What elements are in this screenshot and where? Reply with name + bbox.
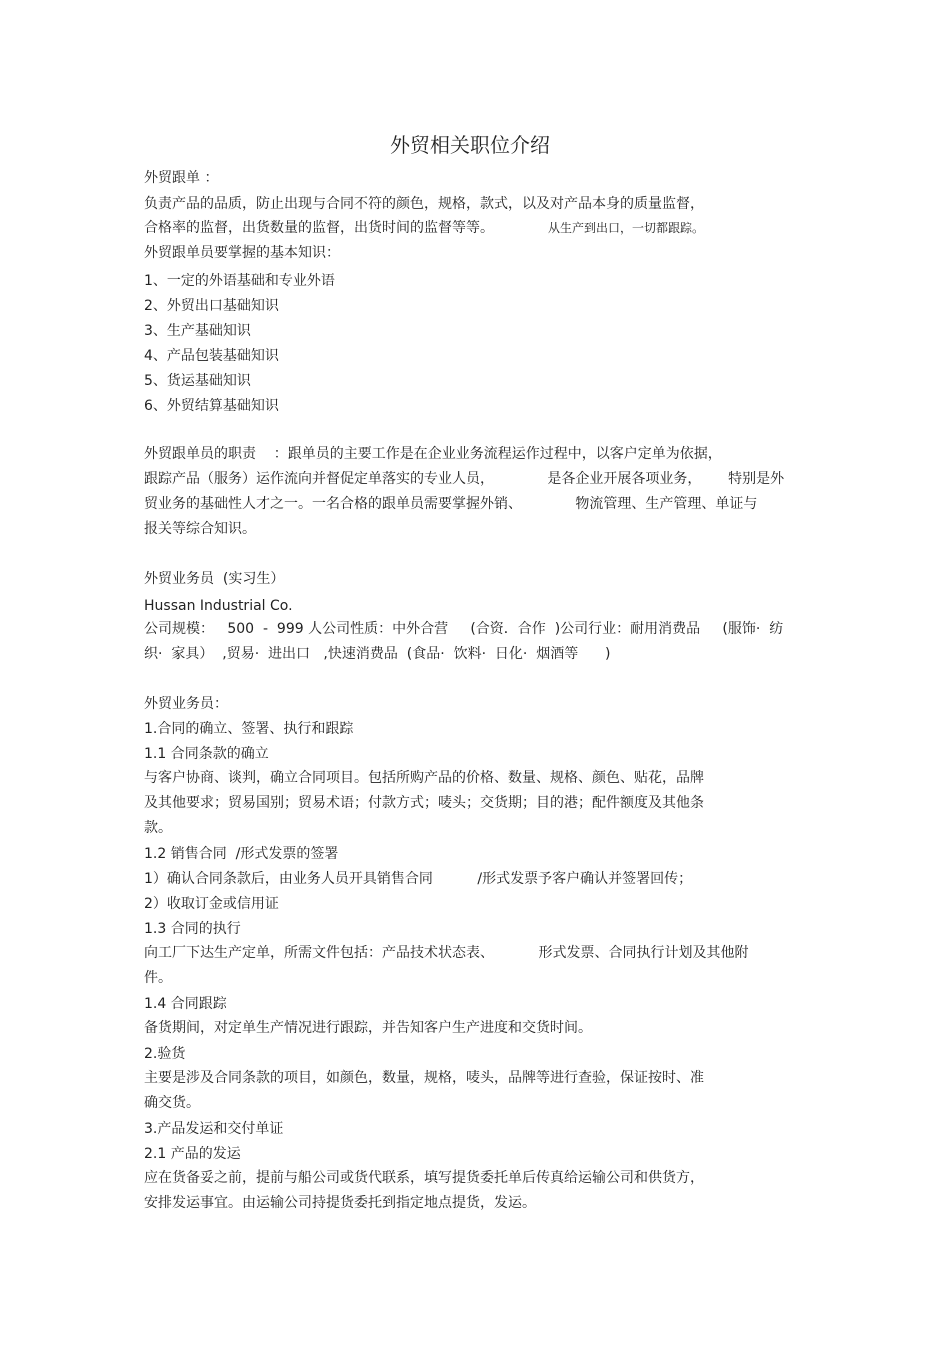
paragraph-line: 2）收取订金或信用证: [144, 896, 279, 912]
knowledge-heading: 外贸跟单员要掌握的基本知识：: [144, 245, 340, 261]
list-item: 5、货运基础知识: [144, 373, 251, 389]
company-info-line: 织· 家具） ,贸易· 进出口 ,快速消费品 (食品· 饮料· 日化· 烟酒等 ): [144, 646, 611, 662]
paragraph-line: 1）确认合同条款后，由业务人员开具销售合同 /形式发票予客户确认并签署回传；: [144, 871, 693, 887]
section-heading: 1.合同的确立、签署、执行和跟踪: [144, 721, 354, 737]
paragraph-line: 向工厂下达生产定单，所需文件包括：产品技术状态表、 形式发票、合同执行计划及其他附: [144, 945, 749, 961]
paragraph-line: 报关等综合知识。: [144, 521, 256, 537]
job-heading: 外贸业务员 (实习生）: [144, 571, 285, 587]
paragraph-line: 应在货备妥之前，提前与船公司或货代联系，填写提货委托单后传真给运输公司和供货方，: [144, 1170, 704, 1186]
paragraph-line: 跟踪产品（服务）运作流向并督促定单落实的专业人员， 是各企业开展各项业务， 特别是外: [144, 471, 785, 487]
paragraph-line: 负责产品的品质，防止出现与合同不符的颜色，规格，款式，以及对产品本身的质量监督，: [144, 196, 704, 212]
page-title: 外贸相关职位介绍: [390, 133, 550, 157]
list-item: 6、外贸结算基础知识: [144, 398, 279, 414]
section-heading: 3.产品发运和交付单证: [144, 1121, 284, 1137]
section-heading-merchandiser: 外贸跟单 ：: [144, 170, 219, 186]
paragraph-line: 主要是涉及合同条款的项目，如颜色，数量，规格，唛头，品牌等进行查验，保证按时、准: [144, 1070, 704, 1086]
paragraph-line: 外贸跟单员的职责 ：跟单员的主要工作是在企业业务流程运作过程中，以客户定单为依据，: [144, 446, 722, 462]
list-item: 1、一定的外语基础和专业外语: [144, 273, 335, 289]
company-info-line: 公司规模： 500 - 999 人公司性质：中外合营 (合资．合作 )公司行业：耐用消费品 (服饰· 纺: [144, 621, 784, 637]
paragraph-line: 款。: [144, 820, 172, 836]
paragraph-small-note: 从生产到出口，一切都跟踪。: [548, 221, 705, 235]
section-heading: 2.验货: [144, 1046, 186, 1062]
paragraph-line: 贸业务的基础性人才之一。一名合格的跟单员需要掌握外销、 物流管理、生产管理、单证与: [144, 496, 758, 512]
subsection-heading: 1.4 合同跟踪: [144, 996, 227, 1012]
paragraph-line: 与客户协商、谈判，确立合同项目。包括所购产品的价格、数量、规格、颜色、贴花，品牌: [144, 770, 704, 786]
subsection-heading: 1.2 销售合同 /形式发票的签署: [144, 846, 339, 862]
subsection-heading: 1.1 合同条款的确立: [144, 746, 269, 762]
paragraph-line: 及其他要求；贸易国别；贸易术语；付款方式；唛头；交货期；目的港；配件额度及其他条: [144, 795, 704, 811]
paragraph-text: 合格率的监督，出货数量的监督，出货时间的监督等等。: [144, 220, 494, 236]
company-name: Hussan Industrial Co.: [144, 598, 293, 614]
paragraph-line: 确交货。: [144, 1095, 200, 1111]
paragraph-line: 件。: [144, 970, 172, 986]
paragraph-line: 备货期间，对定单生产情况进行跟踪，并告知客户生产进度和交货时间。: [144, 1020, 592, 1036]
subsection-heading: 1.3 合同的执行: [144, 921, 241, 937]
list-item: 4、产品包装基础知识: [144, 348, 279, 364]
subsection-heading: 2.1 产品的发运: [144, 1146, 241, 1162]
list-item: 3、生产基础知识: [144, 323, 251, 339]
paragraph-line: [144, 219, 704, 237]
paragraph-line: 安排发运事宜。由运输公司持提货委托到指定地点提货，发运。: [144, 1195, 536, 1211]
sales-heading: 外贸业务员：: [144, 696, 228, 712]
list-item: 2、外贸出口基础知识: [144, 298, 279, 314]
